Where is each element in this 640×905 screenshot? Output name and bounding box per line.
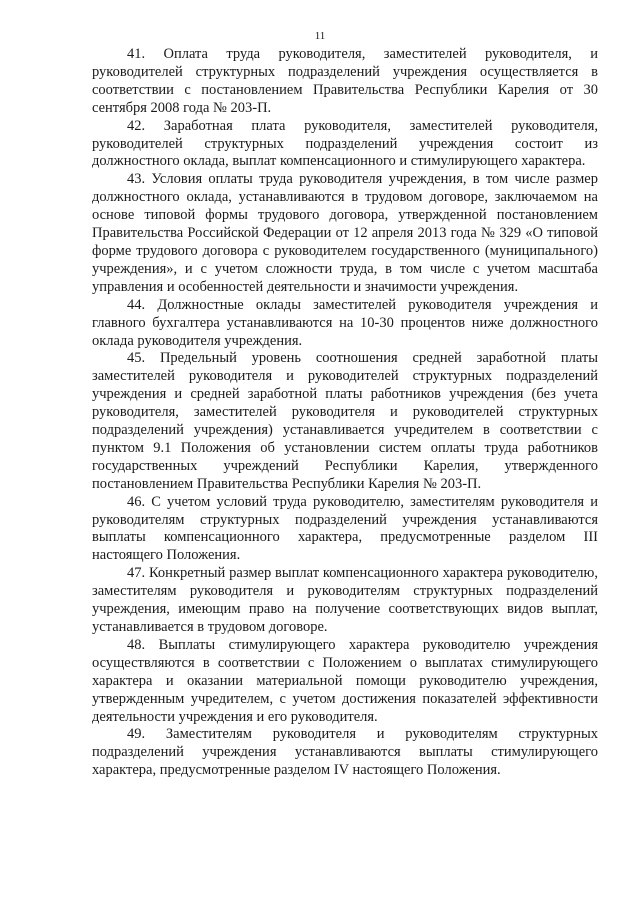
paragraph-48: 48. Выплаты стимулирующего характера руководителю учреждения осуществляются в соответствии с Положением о выплатах стимулирующего характера и оказании материальной помощи руководителю учреждения, утвержденным учредителем, с учетом достижения показателей эффективности деятельности учреждения и его руководителя. [92, 636, 598, 725]
paragraph-44: 44. Должностные оклады заместителей руководителя учреждения и главного бухгалтера устанавливаются на 10-30 процентов ниже должностного оклада руководителя учреждения. [92, 296, 598, 349]
document-body [92, 46, 598, 780]
paragraph-45: 45. Предельный уровень соотношения средней заработной платы заместителей руководителя и руководителей структурных подразделений учреждения и средней заработной платы работников учреждения (без учета руководителя, заместителей руководителя и руководителей структурных подразделений учреждения) устанавливается учредителем в соответствии с пунктом 9.1 Положения об установлении систем оплаты труда работников государственных учреждений Республики Карелия, утвержденного постановлением Правительства Республики Карелия № 203-П. [92, 350, 598, 492]
page-number: 11 [314, 30, 326, 42]
paragraph-47: 47. Конкретный размер выплат компенсационного характера руководителю, заместителям руководителя и руководителям структурных подразделений учреждения, имеющим право на получение соответствующих видов выплат, устанавливается в трудовом договоре. [92, 565, 598, 635]
paragraph-43: 43. Условия оплаты труда руководителя учреждения, в том числе размер должностного оклада, устанавливаются в трудовом договоре, заключаемом на основе типовой формы трудового договора, утвержденной постановлением Правительства Российской Федерации от 12 апреля 2013 года № 329 «О типовой форме трудового договора с руководителем государственного (муниципального) учреждения», и с учетом сложности труда, в том числе с учетом масштаба управления и особенностей деятельности и значимости учреждения. [92, 171, 598, 295]
paragraph-46: 46. С учетом условий труда руководителю, заместителям руководителя и руководителям структурных подразделений учреждения устанавливаются выплаты компенсационного характера, предусмотренные разделом III настоящего Положения. [92, 493, 598, 564]
paragraph-42: 42. Заработная плата руководителя, заместителей руководителя, руководителей структурных подразделений учреждения состоит из должностного оклада, выплат компенсационного и стимулирующего характера. [92, 117, 598, 170]
paragraph-49: 49. Заместителям руководителя и руководителям структурных подразделений учреждения устанавливаются выплаты стимулирующего характера, предусмотренные разделом IV настоящего Положения. [92, 726, 598, 779]
paragraph-41: 41. Оплата труда руководителя, заместителей руководителя, и руководителей структурных подразделений учреждения осуществляется в соответствии с постановлением Правительства Республики Карелия от 30 сентября 2008 года № 203-П. [92, 46, 598, 116]
